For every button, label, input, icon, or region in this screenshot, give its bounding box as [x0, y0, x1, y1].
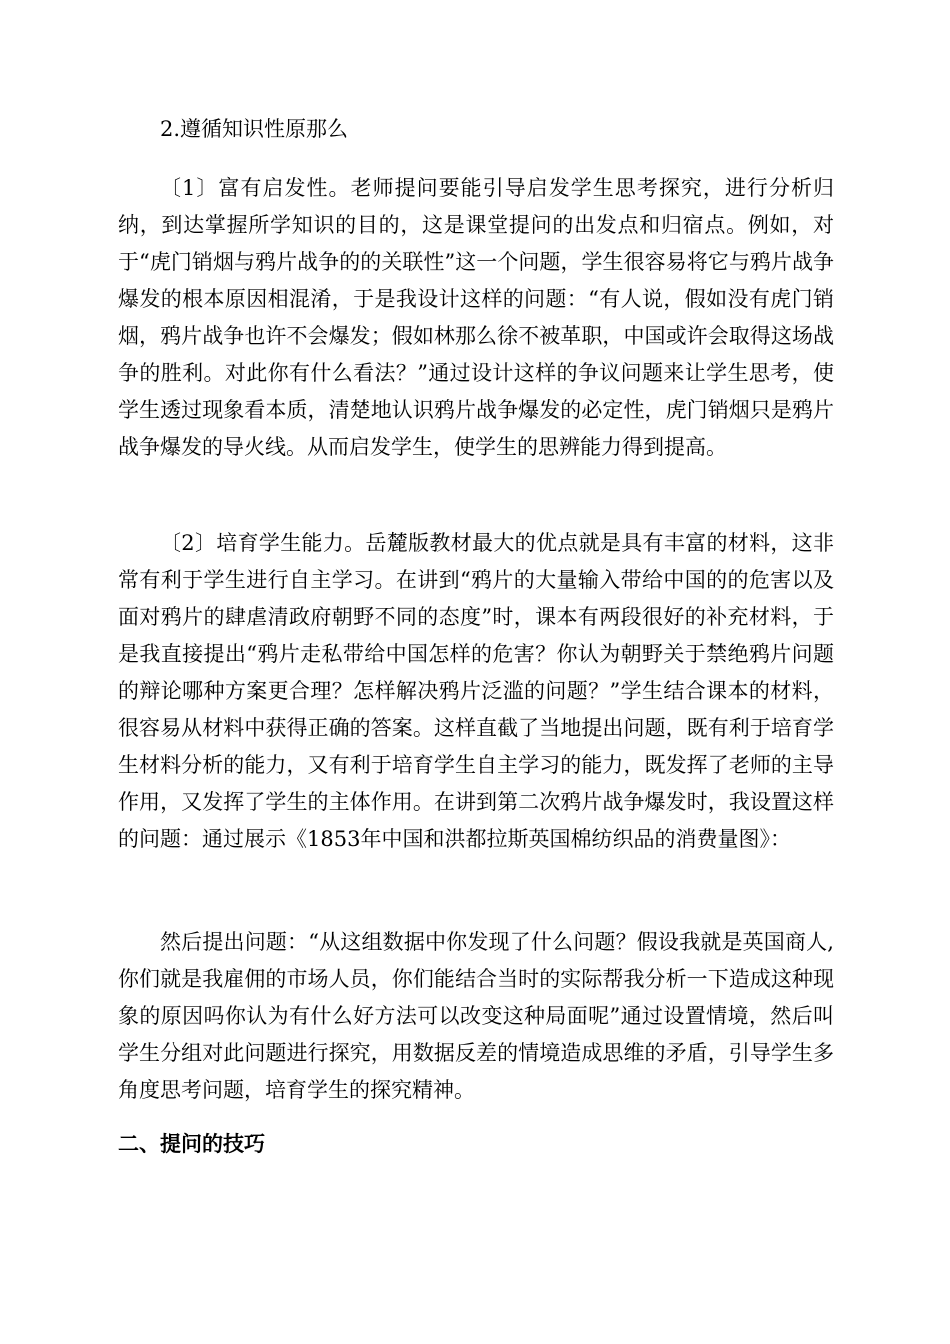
- paragraph-inspiration: 〔1〕富有启发性。老师提问要能引导启发学生思考探究，进行分析归纳，到达掌握所学知识的目的，这是课堂提问的出发点和归宿点。例如，对于“虎门销烟与鸦片战争的的关联性”这一个问题，学生很容易将它与鸦片战争爆发的根本原因相混淆，于是我设计这样的问题：“有人说，假如没有虎门销烟，鸦片战争也许不会爆发；假如林那么徐不被革职，中国或许会取得这场战争的胜利。对此你有什么看法？”通过设计这样的争议问题来让学生思考，使学生透过现象看本质，清楚地认识鸦片战争爆发的必定性，虎门销烟只是鸦片战争爆发的导火线。从而启发学生，使学生的思辨能力得到提高。: [118, 176, 834, 459]
- subsection-heading: 2.遵循知识性原那么: [160, 117, 349, 141]
- paragraph-question: 然后提出问题：“从这组数据中你发现了什么问题？假设我就是英国商人,你们就是我雇佣的市场人员，你们能结合当时的实际帮我分析一下造成这种现象的原因吗你认为有什么好方法可以改变这种局面呢”通过设置情境，然后叫学生分组对此问题进行探究，用数据反差的情境造成思维的矛盾，引导学生多角度思考问题，培育学生的探究精神。: [118, 930, 834, 1102]
- paragraph-ability: 〔2〕培育学生能力。岳麓版教材最大的优点就是具有丰富的材料，这非常有利于学生进行自主学习。在讲到“鸦片的大量输入带给中国的的危害以及面对鸦片的肆虐清政府朝野不同的态度”时，课本有两段很好的补充材料，于是我直接提出“鸦片走私带给中国怎样的危害？你认为朝野关于禁绝鸦片问题的辩论哪种方案更合理？怎样解决鸦片泛滥的问题？”学生结合课本的材料，很容易从材料中获得正确的答案。这样直截了当地提出问题，既有利于培育学生材料分析的能力，又有利于培育学生自主学习的能力，既发挥了老师的主导作用，又发挥了学生的主体作用。在讲到第二次鸦片战争爆发时，我设置这样的问题：通过展示《1853年中国和洪都拉斯英国棉纺织品的消费量图》：: [118, 531, 834, 851]
- section-heading: 二、提问的技巧: [118, 1132, 265, 1156]
